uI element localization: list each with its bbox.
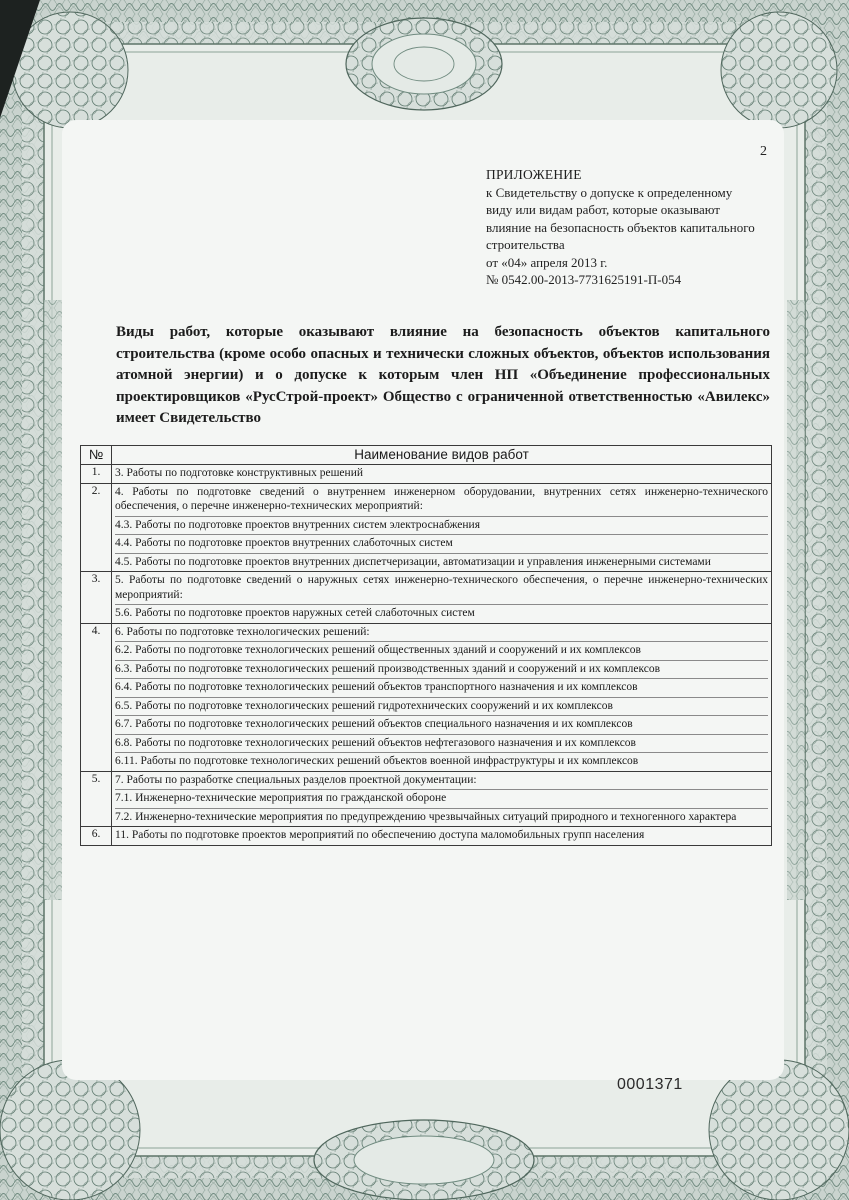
- work-item: 6.7. Работы по подготовке технологических решений объектов специального назначения и их комплексов: [115, 715, 768, 734]
- appendix-line: № 0542.00-2013-7731625191-П-054: [486, 272, 682, 287]
- appendix-line: к Свидетельству о допуске к определенному: [486, 184, 733, 200]
- document-title: Виды работ, которые оказывают влияние на безопасность объектов капитального строительства (кроме особо опасных и технически сложных объектов, объектов использования атомной энергии) и о допуске к которым член НП «Объединение профессиональных проектировщиков «РусСтрой-проект» Общество с ограниченной ответственностью «Авилекс» имеет Свидетельство: [116, 324, 770, 426]
- row-works: [112, 572, 772, 624]
- work-item: 6.4. Работы по подготовке технологических решений объектов транспортного назначения и их комплексов: [115, 678, 768, 697]
- work-item: 5. Работы по подготовке сведений о наружных сетях инженерно-технического обеспечения, о перечне инженерно-технических мероприятий:: [115, 574, 768, 601]
- work-item: 4.5. Работы по подготовке проектов внутренних диспетчеризации, автоматизации и управления инженерными системами: [115, 553, 768, 572]
- row-number: 2.: [81, 483, 112, 572]
- row-number: 4.: [81, 623, 112, 771]
- column-header-name: Наименование видов работ: [112, 446, 772, 465]
- table-row: [81, 465, 772, 484]
- table-row: [81, 483, 772, 572]
- folded-corner: [0, 0, 40, 118]
- work-item: 6.11. Работы по подготовке технологических решений объектов военной инфраструктуры и их комплексов: [115, 752, 768, 771]
- table-row: [81, 771, 772, 827]
- row-number: 3.: [81, 572, 112, 624]
- table-row: [81, 827, 772, 846]
- row-works: [112, 623, 772, 771]
- work-item: 5.6. Работы по подготовке проектов наружных сетей слаботочных систем: [115, 604, 768, 623]
- serial-number: 0001371: [617, 1076, 683, 1093]
- work-item: 6.5. Работы по подготовке технологических решений гидротехнических сооружений и их комплексов: [115, 697, 768, 716]
- row-number: 6.: [81, 827, 112, 846]
- work-item: 6. Работы по подготовке технологических решений:: [115, 625, 370, 638]
- appendix-line: виду или видам работ, которые оказывают: [486, 202, 720, 217]
- works-table: [80, 445, 772, 846]
- column-header-number: №: [81, 446, 112, 465]
- appendix-line: влияние на безопасность объектов капитального: [486, 219, 755, 235]
- row-number: 5.: [81, 771, 112, 827]
- table-row: [81, 572, 772, 624]
- work-item: 4.3. Работы по подготовке проектов внутренних систем электроснабжения: [115, 516, 768, 535]
- work-item: 4. Работы по подготовке сведений о внутреннем инженерном оборудовании, внутренних сетях инженерно-технического обеспечения, о перечне инженерно-технических мероприятий:: [115, 485, 768, 512]
- page-number: 2: [760, 144, 767, 159]
- row-works: [112, 827, 772, 846]
- appendix-line: строительства: [486, 237, 565, 252]
- work-item: 4.4. Работы по подготовке проектов внутренних слаботочных систем: [115, 534, 768, 553]
- appendix-heading: ПРИЛОЖЕНИЕ: [486, 167, 582, 182]
- work-item: 3. Работы по подготовке конструктивных решений: [115, 467, 363, 479]
- work-item: 7. Работы по разработке специальных разделов проектной документации:: [115, 773, 477, 786]
- appendix-line: от «04» апреля 2013 г.: [486, 254, 608, 270]
- work-item: 6.2. Работы по подготовке технологических решений общественных зданий и сооружений и их комплексов: [115, 641, 768, 660]
- row-works: [112, 465, 772, 484]
- row-number: 1.: [81, 465, 112, 484]
- row-works: [112, 483, 772, 572]
- table-header-row: [81, 446, 772, 465]
- table-row: [81, 623, 772, 771]
- work-item: 11. Работы по подготовке проектов мероприятий по обеспечению доступа маломобильных групп населения: [115, 829, 645, 841]
- work-item: 7.2. Инженерно-технические мероприятия по предупреждению чрезвычайных ситуаций природного и техногенного характера: [115, 808, 768, 827]
- work-item: 6.8. Работы по подготовке технологических решений объектов нефтегазового назначения и их комплексов: [115, 734, 768, 753]
- appendix-block: [486, 166, 786, 289]
- work-item: 6.3. Работы по подготовке технологических решений производственных зданий и сооружений и их комплексов: [115, 660, 768, 679]
- work-item: 7.1. Инженерно-технические мероприятия по гражданской обороне: [115, 789, 768, 808]
- row-works: [112, 771, 772, 827]
